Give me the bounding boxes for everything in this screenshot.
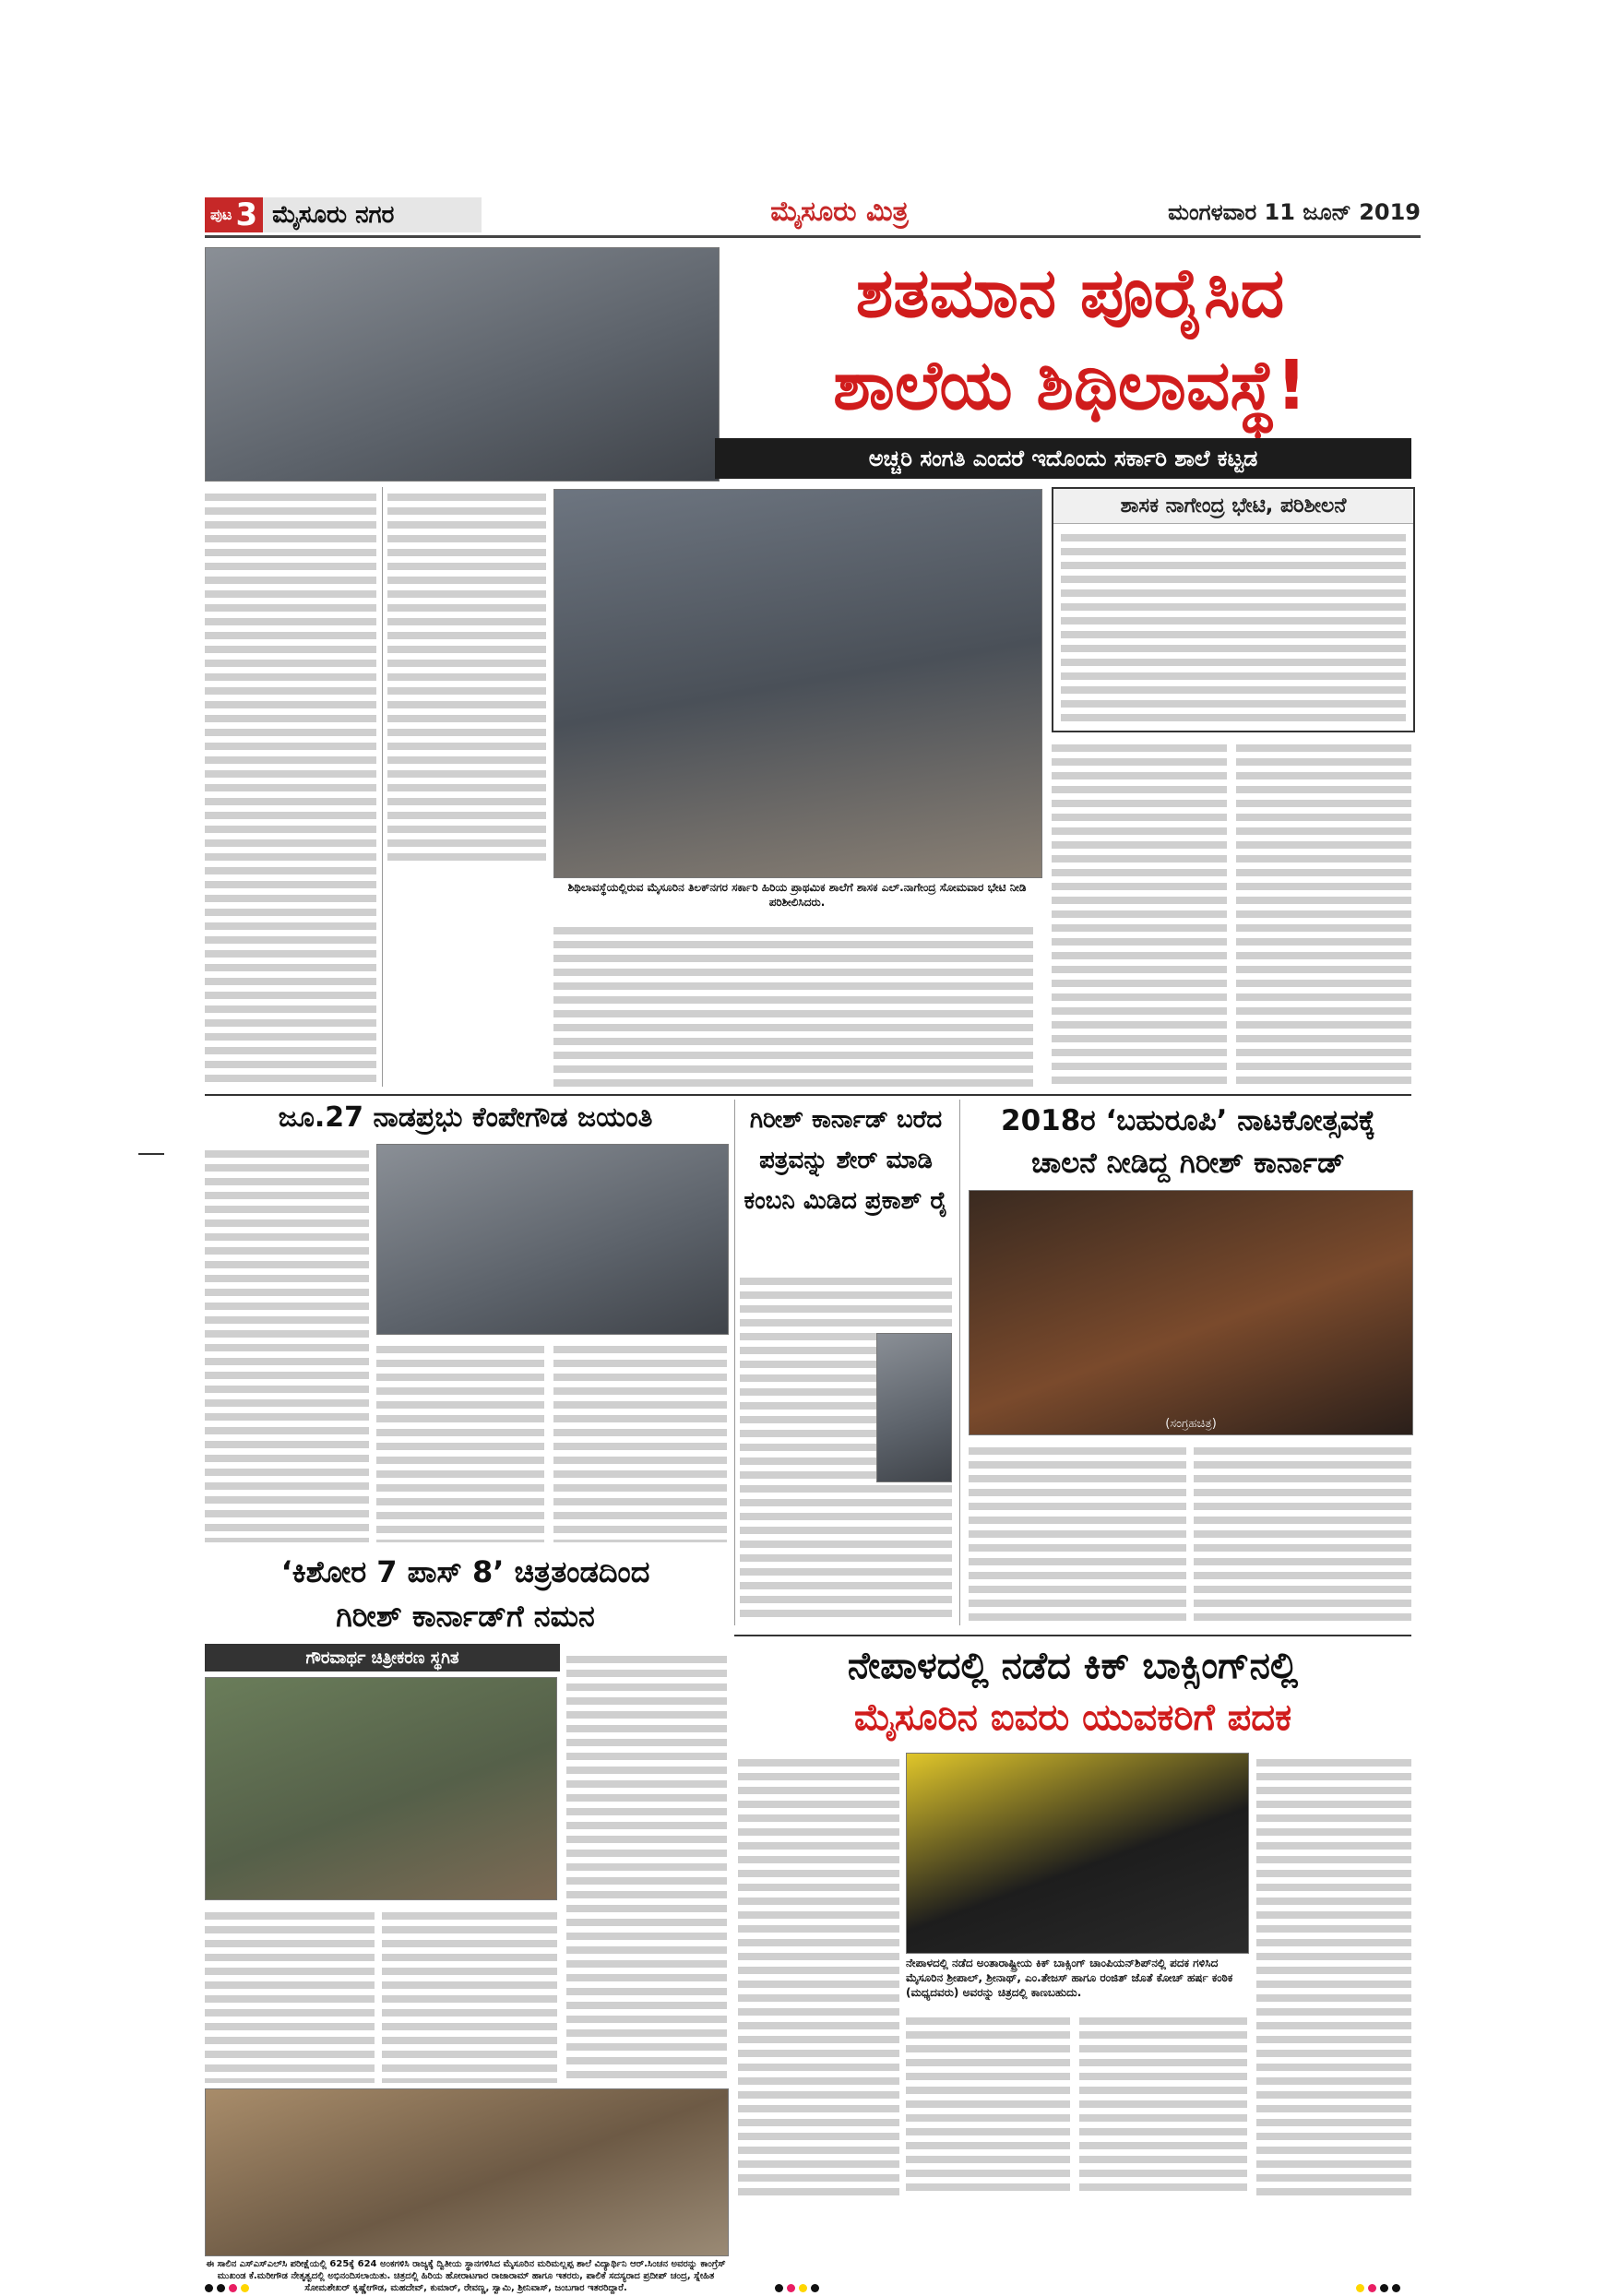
kishore-headline-line1: ‘ಕಿಶೋರ 7 ಪಾಸ್ 8’ ಚಿತ್ರತಂಡದಿಂದ <box>280 1554 650 1589</box>
kempegowda-text-col3 <box>553 1339 727 1542</box>
mla-visit-box-text <box>1061 528 1406 723</box>
kishore-text-col1b <box>382 1906 557 2083</box>
page-number: 3 <box>235 196 258 233</box>
masthead-logo: ಮೈಸೂರು ಮಿತ್ರ <box>770 196 909 228</box>
kishore-text-col1a <box>205 1906 375 2083</box>
kempegowda-text-col1 <box>205 1144 369 1542</box>
kickboxing-text-col3 <box>1079 2011 1247 2195</box>
column-rule <box>959 1100 960 1625</box>
classroom-visit-photo <box>553 489 1042 878</box>
registration-marks-left <box>205 2278 260 2288</box>
kempegowda-headline: ಜೂ.27 ನಾಡಪ್ರಭು ಕೆಂಪೇಗೌಡ ಜಯಂತಿ <box>278 1101 653 1134</box>
kickboxing-headline-line1: ನೇಪಾಳದಲ್ಲಿ ನಡೆದ ಕಿಕ್ ಬಾಕ್ಸಿಂಗ್‌ನಲ್ಲಿ <box>847 1645 1299 1687</box>
header-rule <box>205 235 1421 238</box>
lead-headline-line1: ಶತಮಾನ ಪೂರೈಸಿದ <box>855 254 1285 333</box>
registration-marks-right <box>1356 2278 1411 2288</box>
kickboxing-top-rule <box>734 1635 1411 1636</box>
kishore-tag-bar: ಗೌರವಾರ್ಥ ಚಿತ್ರೀಕರಣ ಸ್ಥಗಿತ <box>205 1644 560 1671</box>
kempegowda-meeting-photo <box>376 1144 729 1335</box>
kempegowda-text-col2 <box>376 1339 544 1542</box>
classroom-photo-caption: ಶಿಥಿಲಾವಸ್ಥೆಯಲ್ಲಿರುವ ಮೈಸೂರಿನ ತಿಲಕ್‌ನಗರ ಸರ್ಕಾರಿ ಹಿರಿಯ ಪ್ರಾಥಮಿಕ ಶಾಲೆಗೆ ಶಾಸಕ ಎಲ್.ನಾಗೇಂದ್ರ ಸೋಮವಾರ ಭೇಟಿ ನೀಡಿ ಪರಿಶೀಲಿಸಿದರು. <box>567 881 1027 909</box>
kickboxing-text-col2 <box>906 2011 1070 2195</box>
bahuroopi-text-col1 <box>969 1441 1186 1625</box>
kishore-headline-line2: ಗಿರೀಶ್ ಕಾರ್ನಾಡ್‌ಗೆ ನಮನ <box>336 1599 595 1634</box>
lead-text-col2 <box>387 487 546 865</box>
lead-headline <box>729 247 1411 441</box>
bahuroopi-inauguration-photo <box>969 1190 1413 1435</box>
column-rule <box>382 487 383 1087</box>
bahuroopi-photo-credit: (ಸಂಗ್ರಹಚಿತ್ರ) <box>1165 1417 1217 1431</box>
school-building-photo <box>205 247 720 482</box>
lead-text-col1 <box>205 487 376 1087</box>
lead-headline-line2: ಶಾಲೆಯ ಶಿಥಿಲಾವಸ್ಥೆ! <box>833 346 1307 425</box>
page-section-header <box>205 197 482 232</box>
section-divider <box>205 1094 1411 1096</box>
bahuroopi-text-col2 <box>1194 1441 1411 1625</box>
kickboxing-medalists-photo <box>906 1753 1249 1954</box>
kickboxing-headline-line2: ಮೈಸೂರಿನ ಐವರು ಯುವಕರಿಗೆ ಪದಕ <box>853 1696 1292 1739</box>
girish-letter-headline: ಗಿರೀಶ್ ಕಾರ್ನಾಡ್ ಬರೆದ ಪತ್ರವನ್ನು ಶೇರ್ ಮಾಡಿ ಕಂಬನಿ ಮಿಡಿದ ಪ್ರಕಾಶ್ ರೈ <box>744 1106 948 1215</box>
sslc-felicitation-photo <box>205 2088 729 2256</box>
kickboxing-photo-caption: ನೇಪಾಳದಲ್ಲಿ ನಡೆದ ಅಂತಾರಾಷ್ಟ್ರೀಯ ಕಿಕ್ ಬಾಕ್ಸಿಂಗ್ ಚಾಂಪಿಯನ್‌ಶಿಪ್‌ನಲ್ಲಿ ಪದಕ ಗಳಿಸಿದ ಮೈಸೂರಿನ ಶ್ರೀಪಾಲ್, ಶ್ರೀನಾಥ್, ಎಂ.ತೇಜಸ್ ಹಾಗೂ ರಂಜಿತ್ ಜೊತೆ ಕೋಚ್ ಹರ್ಷ ಕಂಠಿಕ (ಮಧ್ಯದವರು) ಅವರನ್ನು ಚಿತ್ರದಲ್ಲಿ ಕಾಣಬಹುದು. <box>906 1957 1233 1999</box>
section-name: ಮೈಸೂರು ನಗರ <box>263 197 482 232</box>
lead-text-bottom <box>553 921 1033 1087</box>
sslc-photo-caption: ಈ ಸಾಲಿನ ಎಸ್‌ಎಸ್‌ಎಲ್‌ಸಿ ಪರೀಕ್ಷೆಯಲ್ಲಿ 625ಕ್ಕೆ 624 ಅಂಕಗಳಿಸಿ ರಾಜ್ಯಕ್ಕೆ ದ್ವಿತೀಯ ಸ್ಥಾನಗಳಿಸಿದ ಮೈಸೂರಿನ ಮರಿಮಲ್ಲಪ್ಪ ಶಾಲೆ ವಿದ್ಯಾರ್ಥಿನಿ ಆರ್.ಸಿಂಚನ ಅವರನ್ನು ಕಾಂಗ್ರೆಸ್ ಮುಖಂಡ ಕೆ.ಮರೀಗೌಡ ನೇತೃತ್ವದಲ್ಲಿ ಅಭಿನಂದಿಸಲಾಯಿತು. ಚಿತ್ರದಲ್ಲಿ ಹಿರಿಯ ಹೋರಾಟಗಾರ ರಾಜಾರಾಮ್ ಹಾಗೂ ಇತರರು, ಪಾಲಿಕೆ ಸದಸ್ಯರಾದ ಪ್ರದೀಪ್ ಚಂದ್ರ, ಸ್ನೇಹಿತ ಸೋಮಶೇಖರ್ ಕೃಷ್ಣೇಗೌಡ, ಮಹದೇವ್, ಕುಮಾರ್, ರೇವಣ್ಣ, ಸ್ವಾಮಿ, ಶ್ರೀನಿವಾಸ್, ಜಂಬಗಾರ ಇತರರಿದ್ದಾರೆ. <box>206 2259 726 2293</box>
mla-visit-box <box>1052 487 1415 732</box>
registration-marks-center <box>775 2278 830 2288</box>
bahuroopi-headline: 2018ರ ‘ಬಹುರೂಪಿ’ ನಾಟಕೋತ್ಸವಕ್ಕೆ ಚಾಲನೆ ನೀಡಿದ್ದ ಗಿರೀಶ್ ಕಾರ್ನಾಡ್ <box>1001 1104 1375 1180</box>
mla-visit-box-title: ಶಾಸಕ ನಾಗೇಂದ್ರ ಭೇಟಿ, ಪರಿಶೀಲನೆ <box>1053 489 1413 524</box>
page-label: ಪುಟ <box>210 206 232 223</box>
kickboxing-text-col1 <box>738 1753 899 2195</box>
kickboxing-headline <box>734 1640 1411 1743</box>
prakash-rai-photo <box>876 1333 952 1482</box>
margin-mark <box>138 1153 164 1155</box>
page-number-tag <box>205 197 263 232</box>
lead-text-col5 <box>1052 738 1227 1087</box>
issue-date: ಮಂಗಳವಾರ 11 ಜೂನ್ 2019 <box>1168 199 1421 225</box>
kishore-text-col2 <box>566 1649 727 2083</box>
lead-banner: ಅಚ್ಚರಿ ಸಂಗತಿ ಎಂದರೆ ಇದೊಂದು ಸರ್ಕಾರಿ ಶಾಲೆ ಕಟ್ಟಡ <box>715 438 1411 479</box>
column-rule <box>734 1100 735 1625</box>
kishore-team-tribute-photo <box>205 1677 557 1900</box>
kishore-headline <box>205 1550 726 1638</box>
lead-text-col6 <box>1236 738 1411 1087</box>
kickboxing-text-col4 <box>1256 1753 1411 2195</box>
